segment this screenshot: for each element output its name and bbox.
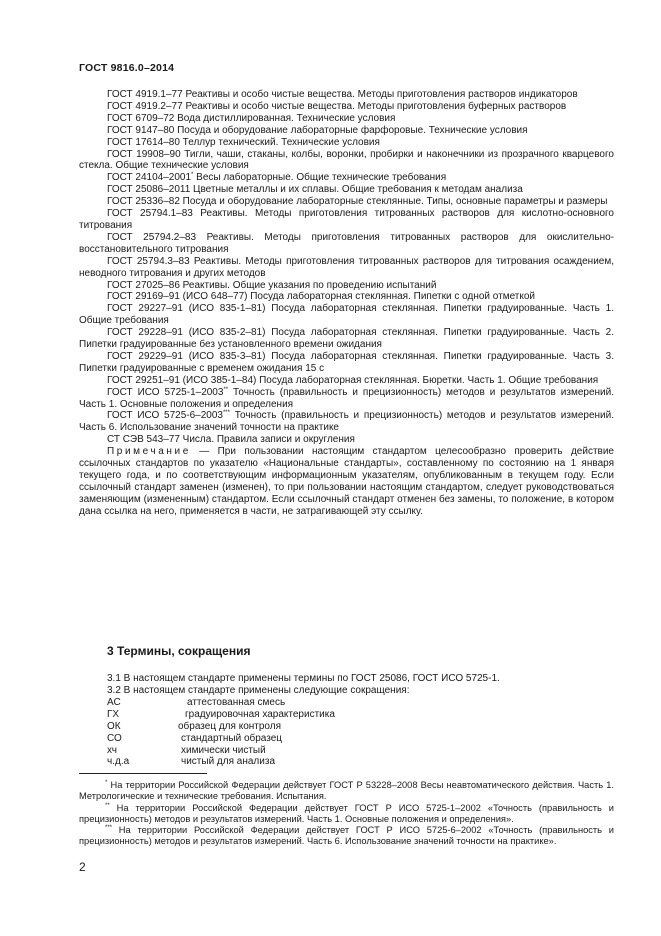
note-text: — При пользовании настоящим стандартом целесообразно проверить действие ссылочных стандартов по указателю «Национальные стандарты», составленному по состоянию на 1 января текущего года, и по соответствующим информационным указателям, опубликованным в текущем году. Если ссылочный стандарт заменен (изменен), то при пользовании настоящим стандартом, следует руководствоваться заменяющим (измененным) стандартом. Если ссылочный стандарт отменен без замены, то положение, в котором дана ссылка на него, применяется в части, не затрагивающей эту ссылку. [79, 446, 614, 517]
section-3-body [79, 673, 614, 697]
reference-item: ГОСТ 25336–82 Посуда и оборудование лабораторные стеклянные. Типы, основные параметры и размеры [107, 196, 608, 208]
abbreviation: хч [107, 744, 117, 756]
normative-references [79, 89, 614, 518]
reference-title: Точность (правильность и прецизионность) методов и результатов измерений. Часть 1. Основные положения и определения [79, 386, 614, 410]
note-label: Примечание [107, 446, 191, 458]
abbreviation-meaning: химически чистый [181, 744, 266, 756]
footnote-marker[interactable]: ** [223, 386, 229, 393]
abbreviation-meaning: градуировочная характеристика [185, 708, 335, 720]
reference-item: ГОСТ 27025–86 Реактивы. Общие указания по проведению испытаний [107, 279, 437, 291]
section-3-2: 3.2 В настоящем стандарте применены следующие сокращения: [107, 684, 410, 696]
footnote-text: На территории Российской Федерации действует ГОСТ Р ИСО 5725-1–2002 «Точность (правильность и прецизионность) методов и результатов измерений. Часть 1. Основные положения и определения». [79, 802, 614, 824]
reference-item [79, 410, 614, 434]
reference-item: ГОСТ 29227–91 (ИСО 835-1–81) Посуда лабораторная стеклянная. Пипетки градуированные. Часть 1. Общие требования [79, 303, 614, 327]
document-header: ГОСТ 9816.0–2014 [79, 62, 175, 74]
abbreviation-row [107, 745, 507, 757]
reference-item: ГОСТ 19908–90 Тигли, чаши, стаканы, колбы, воронки, пробирки и наконечники из прозрачного кварцевого стекла. Общие технические условия [79, 148, 614, 172]
footnote-marker[interactable]: * [191, 172, 194, 179]
abbreviation: ОК [107, 720, 121, 732]
footnote-marker: ** [105, 802, 110, 809]
reference-item: ГОСТ 6709–72 Вода дистиллированная. Технические условия [107, 112, 396, 124]
section-3-heading: 3 Термины, сокращения [107, 644, 251, 658]
footnote-text: На территории Российской Федерации действует ГОСТ Р ИСО 5725-6–2002 «Точность (правильность и прецизионность) методов и результатов измерений. Часть 6. Использование значений точности на практике». [79, 825, 614, 847]
section-3-1: 3.1 В настоящем стандарте применены термины по ГОСТ 25086, ГОСТ ИСО 5725-1. [107, 673, 500, 684]
reference-item: ГОСТ 25794.1–83 Реактивы. Методы приготовления титрованных растворов для кислотно-основного титрования [79, 208, 614, 231]
abbreviation: ГХ [107, 708, 120, 720]
reference-item: СТ СЭВ 543–77 Числа. Правила записи и округления [107, 434, 355, 446]
note-paragraph [79, 446, 614, 517]
footnote-marker: *** [105, 825, 113, 832]
abbreviation-meaning: стандартный образец [181, 732, 283, 744]
reference-item: ГОСТ 17614–80 Теллур технический. Технические условия [107, 136, 380, 148]
reference-item [79, 387, 614, 411]
abbreviation-row [107, 756, 507, 768]
reference-item [79, 172, 614, 184]
reference-item: ГОСТ 29228–91 (ИСО 835-2–81) Посуда лабораторная стеклянная. Пипетки градуированные. Часть 2. Пипетки градуированные без установленного времени ожидания [79, 327, 614, 351]
abbreviation-meaning: образец для контроля [178, 720, 282, 732]
reference-item: ГОСТ 25794.2–83 Реактивы. Методы приготовления титрованных растворов для окислительно-восстановительного титрования [79, 231, 614, 255]
footnote-text: На территории Российской Федерации действует ГОСТ Р 53228–2008 Весы неавтоматического действия. Часть 1. Метрологические и технические требования. Испытания. [79, 780, 614, 802]
abbreviation-row [107, 709, 507, 721]
reference-item: ГОСТ 29251–91 (ИСО 385-1–84) Посуда лабораторная стеклянная. Бюретки. Часть 1. Общие требования [107, 374, 599, 386]
footnote [79, 780, 614, 803]
reference-item: ГОСТ 29169–91 (ИСО 648–77) Посуда лабораторная стеклянная. Пипетки с одной отметкой [107, 291, 536, 303]
abbreviation-row [107, 733, 507, 745]
abbreviation-list [107, 697, 507, 768]
reference-code: ГОСТ ИСО 5725-1–2003 [107, 386, 224, 398]
reference-item: ГОСТ 4919.2–77 Реактивы и особо чистые вещества. Методы приготовления буферных растворов [107, 100, 567, 112]
abbreviation: АС [107, 697, 121, 708]
reference-item: ГОСТ 4919.1–77 Реактивы и особо чистые вещества. Методы приготовления растворов индикаторов [107, 89, 578, 100]
abbreviation: СО [107, 732, 122, 744]
page-number: 2 [79, 860, 86, 874]
reference-title: Весы лабораторные. Общие технические требования [193, 172, 447, 184]
footnote [79, 825, 614, 848]
footnote [79, 803, 614, 826]
reference-code: ГОСТ ИСО 5725-6–2003 [107, 410, 223, 422]
reference-code: ГОСТ 24104–2001 [107, 172, 192, 184]
reference-title: Точность (правильность и прецизионность) методов и результатов измерений. Часть 6. Использование значений точности на практике [79, 410, 614, 434]
abbreviation-row [107, 697, 507, 709]
footnotes [79, 780, 614, 848]
reference-item: ГОСТ 9147–80 Посуда и оборудование лабораторные фарфоровые. Технические условия [107, 124, 528, 136]
reference-item: ГОСТ 29229–91 (ИСО 835-3–81) Посуда лабораторная стеклянная. Пипетки градуированные. Часть 3. Пипетки градуированные с временем ожидания 15 с [79, 350, 614, 374]
footnote-marker[interactable]: *** [222, 410, 230, 417]
abbreviation-meaning: аттестованная смесь [187, 697, 286, 708]
reference-item: ГОСТ 25086–2011 Цветные металлы и их сплавы. Общие требования к методам анализа [107, 184, 523, 196]
reference-item: ГОСТ 25794.3–83 Реактивы. Методы приготовления титрованных растворов для титрования осаждением, неводного титрования и других методов [79, 255, 614, 279]
footnote-marker: * [105, 780, 108, 786]
abbreviation: ч.д.а [107, 756, 130, 768]
footnote-divider [79, 773, 207, 774]
abbreviation-row [107, 721, 507, 733]
abbreviation-meaning: чистый для анализа [181, 756, 276, 768]
